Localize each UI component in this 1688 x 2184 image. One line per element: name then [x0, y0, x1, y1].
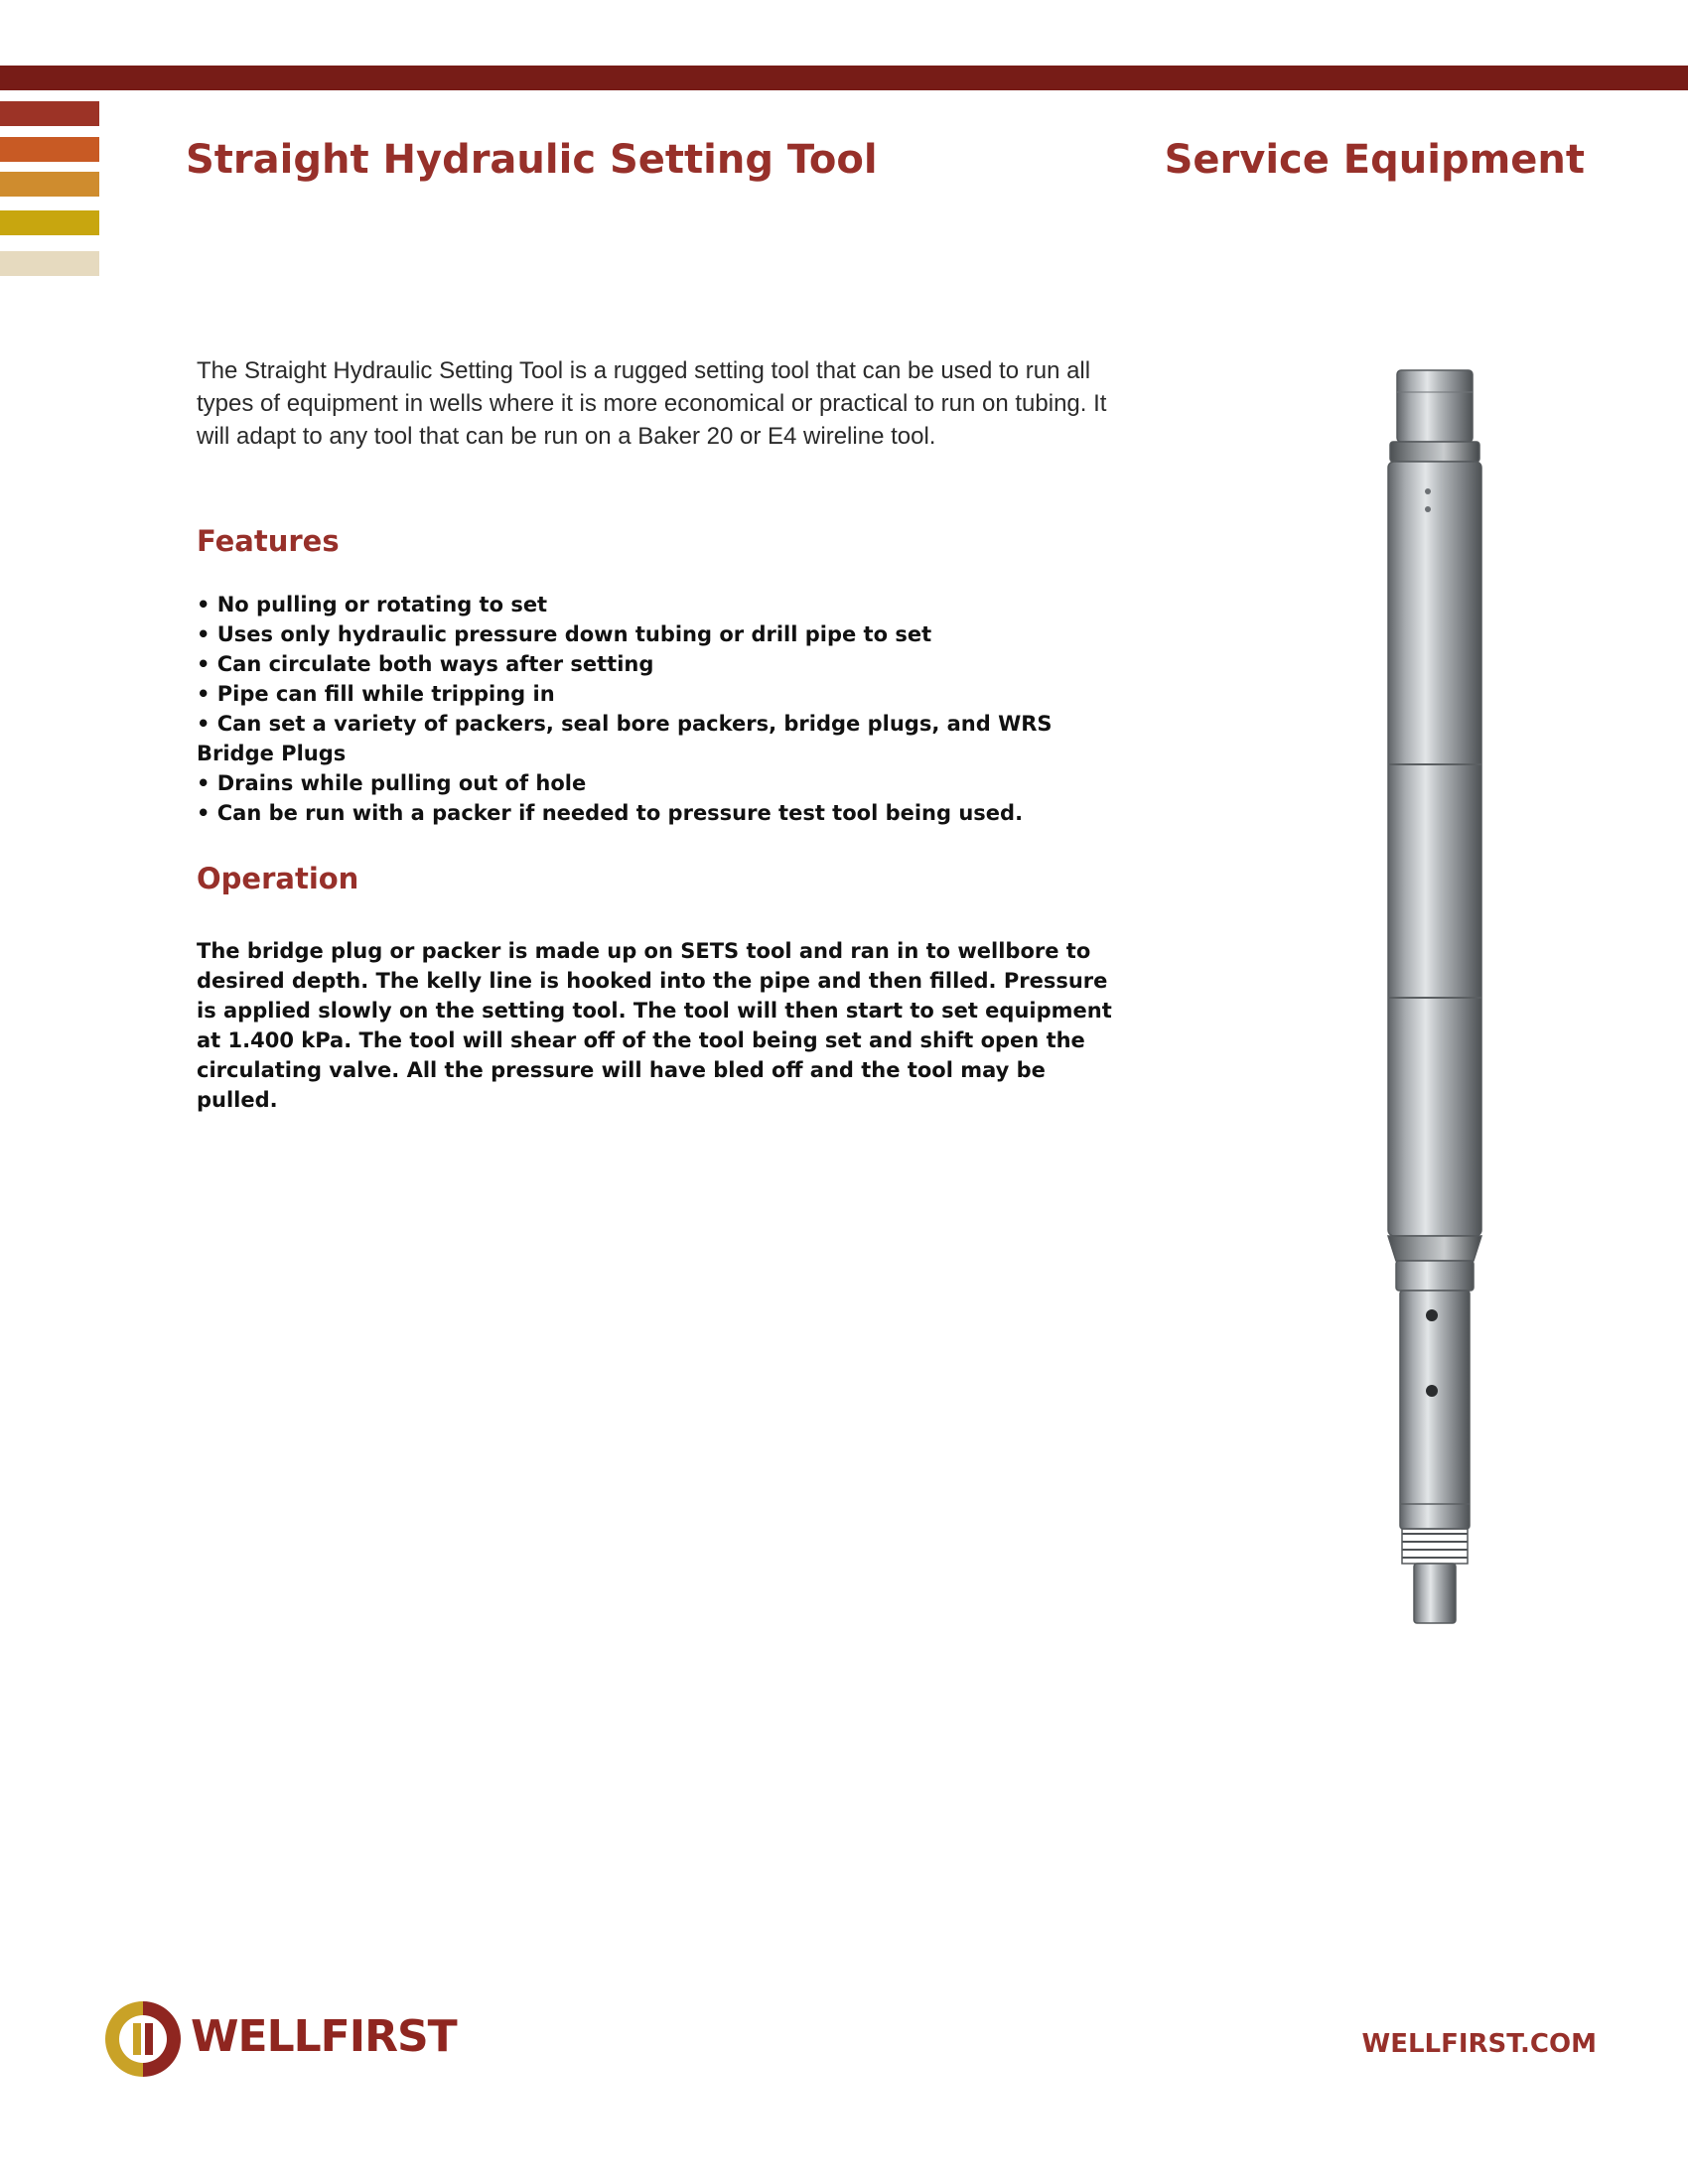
- feature-item: • Drains while pulling out of hole: [197, 768, 1130, 798]
- header-stripe: [0, 210, 99, 235]
- features-list: [197, 590, 1130, 828]
- feature-item: • Can circulate both ways after setting: [197, 649, 1130, 679]
- header-bar: [0, 66, 1688, 90]
- operation-heading: Operation: [197, 862, 359, 895]
- brand-name: WELLFIRST: [191, 2011, 457, 2062]
- page-title: Straight Hydraulic Setting Tool: [186, 137, 878, 183]
- header-stripe: [0, 251, 99, 276]
- intro-paragraph: The Straight Hydraulic Setting Tool is a rugged setting tool that can be used to run all types of equipment in wells where it is more economical or practical to run on tubing. It will adapt to any tool that can be run on a Baker 20 or E4 wireline tool.: [197, 357, 1107, 450]
- category-title: Service Equipment: [1164, 137, 1585, 183]
- feature-item: • No pulling or rotating to set: [197, 590, 1130, 619]
- header-stripe: [0, 172, 99, 197]
- feature-item: • Pipe can fill while tripping in: [197, 679, 1130, 709]
- website-link[interactable]: WELLFIRST.COM: [1361, 2029, 1597, 2059]
- feature-item: • Can be run with a packer if needed to pressure test tool being used.: [197, 798, 1130, 828]
- header-stripe: [0, 101, 99, 126]
- header-stripe: [0, 137, 99, 162]
- wellfirst-logo-icon: [103, 1999, 183, 2079]
- operation-paragraph: The bridge plug or packer is made up on SETS tool and ran in to wellbore to desired depth. The kelly line is hooked into the pipe and then filled. Pressure is applied slowly on the setting tool. The tool will then start to set equipment at 1.400 kPa. The tool will shear off of the tool being set and shift open the circulating valve. All the pressure will have bled off and the tool may be pulled.: [197, 939, 1112, 1112]
- feature-item: • Can set a variety of packers, seal bore packers, bridge plugs, and WRS Bridge Plugs: [197, 709, 1130, 768]
- features-heading: Features: [197, 524, 340, 558]
- setting-tool-image: [1370, 362, 1499, 1633]
- feature-item: • Uses only hydraulic pressure down tubing or drill pipe to set: [197, 619, 1130, 649]
